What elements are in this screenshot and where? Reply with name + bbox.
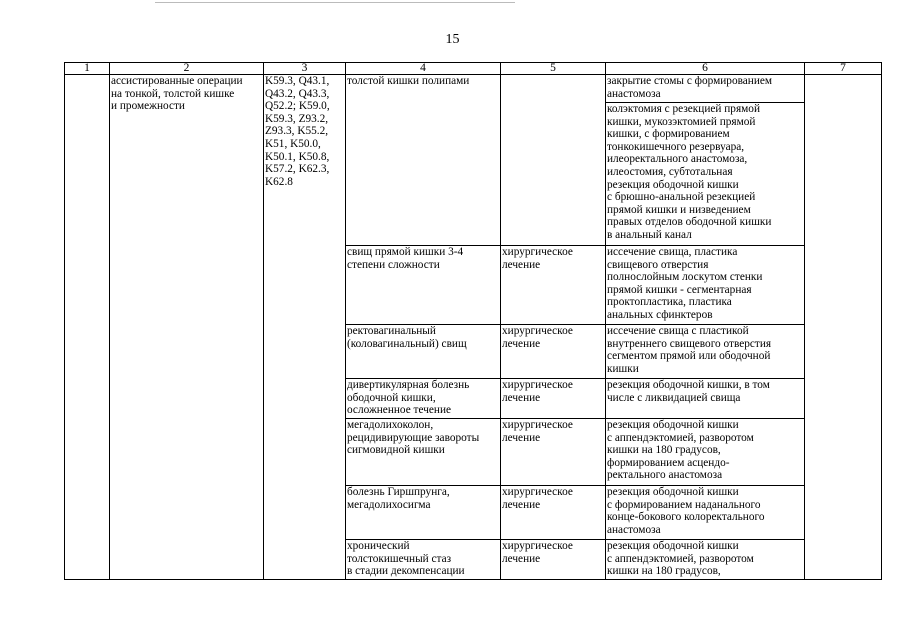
- page-number: 15: [445, 32, 460, 47]
- method-cell: иссечение свища с пластикой внутреннего свищевого отверстия сегментом прямой или ободочной кишки: [606, 325, 805, 379]
- header-cell-5: 5: [501, 63, 606, 75]
- icd-codes-cell: K59.3, Q43.1, Q43.2, Q43.3, Q52.2; K59.0, K59.3, Z93.2, Z93.3, K55.2, K51, K50.0, K50.1, K50.8, K57.2, K62.3, K62.8: [264, 75, 346, 580]
- treatment-cell: хирургическое лечение: [501, 379, 606, 419]
- table-row: [65, 75, 882, 103]
- diagnosis-cell: болезнь Гиршпрунга, мегадолихосигма: [346, 486, 501, 540]
- header-cell-2: 2: [110, 63, 264, 75]
- method-cell: закрытие стомы с формированием анастомоза: [606, 75, 805, 103]
- treatment-cell: хирургическое лечение: [501, 486, 606, 540]
- header-cell-1: 1: [65, 63, 110, 75]
- method-cell: резекция ободочной кишки с формированием наданального конце-бокового колоректального анастомоза: [606, 486, 805, 540]
- diagnosis-cell: мегадолихоколон, рецидивирующие завороты сигмовидной кишки: [346, 419, 501, 486]
- col7-cell: [805, 75, 882, 580]
- scan-edge-line: [155, 2, 515, 3]
- treatment-cell: хирургическое лечение: [501, 246, 606, 325]
- header-cell-3: 3: [264, 63, 346, 75]
- diagnosis-cell: хронический толстокишечный стаз в стадии декомпенсации: [346, 540, 501, 580]
- procedures-table: [64, 62, 882, 580]
- procedure-group-cell: ассистированные операции на тонкой, толстой кишке и промежности: [110, 75, 264, 580]
- header-cell-7: 7: [805, 63, 882, 75]
- treatment-cell: [501, 75, 606, 246]
- method-cell: резекция ободочной кишки с аппендэктомией, разворотом кишки на 180 градусов,: [606, 540, 805, 580]
- diagnosis-cell: толстой кишки полипами: [346, 75, 501, 246]
- treatment-cell: хирургическое лечение: [501, 325, 606, 379]
- diagnosis-cell: свищ прямой кишки 3-4 степени сложности: [346, 246, 501, 325]
- header-row: [65, 63, 882, 75]
- method-cell: колэктомия с резекцией прямой кишки, мукозэктомией прямой кишки, с формированием тонкокишечного резервуара, илеоректального анастомоза, илеостомия, субтотальная резекция ободочной кишки с брюшно-анальной резекцией прямой кишки и низведением правых отделов ободочной кишки в анальный канал: [606, 103, 805, 246]
- method-cell: резекция ободочной кишки с аппендэктомией, разворотом кишки на 180 градусов, формированием асцендо- ректального анастомоза: [606, 419, 805, 486]
- method-cell: иссечение свища, пластика свищевого отверстия полнослойным лоскутом стенки прямой кишки - сегментарная проктопластика, пластика анальных сфинктеров: [606, 246, 805, 325]
- header-cell-4: 4: [346, 63, 501, 75]
- method-cell: резекция ободочной кишки, в том числе с ликвидацией свища: [606, 379, 805, 419]
- col1-cell: [65, 75, 110, 580]
- diagnosis-cell: ректовагинальный (коловагинальный) свищ: [346, 325, 501, 379]
- treatment-cell: хирургическое лечение: [501, 540, 606, 580]
- header-cell-6: 6: [606, 63, 805, 75]
- treatment-cell: хирургическое лечение: [501, 419, 606, 486]
- diagnosis-cell: дивертикулярная болезнь ободочной кишки, осложненное течение: [346, 379, 501, 419]
